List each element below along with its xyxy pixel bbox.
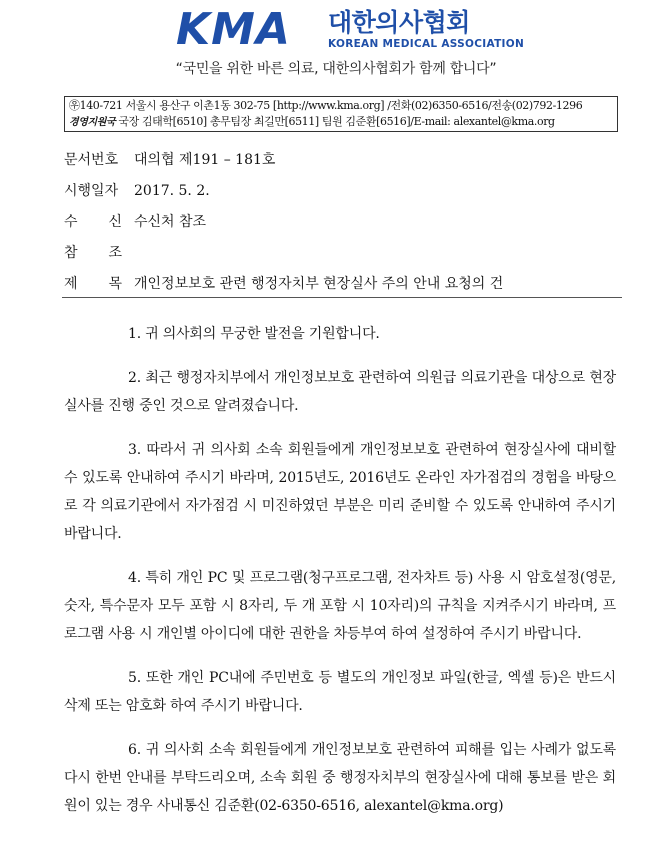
paragraph-3: 3. 따라서 귀 의사회 소속 회원들에게 개인정보보호 관련하여 현장실사에 대비할 수 있도록 안내하여 주시기 바라며, 2015년도, 2016년도 온라인 자가점검의 경험을 바탕으로 각 의료기관에서 자가점검 시 미진하였던 부분은 미리 준비할 수 있도록 안내하여 주시기 바랍니다. [64,442,616,542]
slogan: “국민을 위한 바른 의료, 대한의사협회가 함께 합니다” [175,61,497,77]
subject-row [64,274,624,305]
paragraph-6: 6. 귀 의사회 소속 회원들에게 개인정보보호 관련하여 피해를 입는 사례가 없도록 다시 한번 안내를 부탁드리오며, 소속 회원 중 행정자치부의 현장실사에 대해 통보를 받은 회원이 있는 경우 사내통신 김준환(02-6350-6516, alexantel@kma.org) [64,742,616,814]
subject: 개인정보보호 관련 행정자치부 현장실사 주의 안내 요청의 건 [134,276,504,292]
divider [62,297,622,298]
address-box [64,96,618,132]
date-label: 시행일자 [64,183,119,199]
contact-text: 국장 김태학[6510] 총무팀장 최길만[6511] 팀원 김준환[6516]/E-mail: alexantel@kma.org [115,115,555,128]
paragraph-4: 4. 특히 개인 PC 및 프로그램(청구프로그램, 전자차트 등) 사용 시 암호설정(영문, 숫자, 특수문자 모두 포함 시 8자리, 두 개 포함 시 10자리)의 규칙을 지켜주시기 바라며, 프로그램 사용 시 개인별 아이디에 대한 권한을 차등부여 하여 설정하여 주시기 바랍니다. [64,570,616,642]
reference-row [64,243,624,274]
doc-number-row [64,150,624,181]
paragraph-1: 1. 귀 의사회의 무궁한 발전을 기원합니다. [128,326,380,342]
doc-number: 대의협 제191 – 181호 [134,152,276,168]
letter-body [64,320,616,836]
issue-date: 2017. 5. 2. [134,183,210,199]
letterhead [0,0,672,90]
org-name-english: KOREAN MEDICAL ASSOCIATION [328,38,525,50]
recipient-label: 수 신 [64,214,122,230]
document-meta [64,150,624,305]
recipient: 수신처 참조 [134,214,207,230]
address-line: ㉾140-721 서울시 용산구 이촌1동 302-75 [http://www.kma.org] /전화(02)6350-6516/전송(02)792-1296 [69,99,583,112]
contact-line [69,114,613,131]
reference-label: 참 조 [64,245,122,261]
subject-label: 제 목 [64,276,122,292]
date-row [64,181,624,212]
org-name-korean: 대한의사협회 [328,8,470,37]
paragraph-5: 5. 또한 개인 PC내에 주민번호 등 별도의 개인정보 파일(한글, 엑셀 등)은 반드시 삭제 또는 암호화 하여 주시기 바랍니다. [64,670,616,714]
doc-number-label: 문서번호 [64,152,119,168]
paragraph-2: 2. 최근 행정자치부에서 개인정보보호 관련하여 의원급 의료기관을 대상으로 현장실사를 진행 중인 것으로 알려졌습니다. [64,370,616,414]
dept-logo: 경영지원국 [69,117,116,128]
recipient-row [64,212,624,243]
kma-logo: KMA [176,4,291,55]
